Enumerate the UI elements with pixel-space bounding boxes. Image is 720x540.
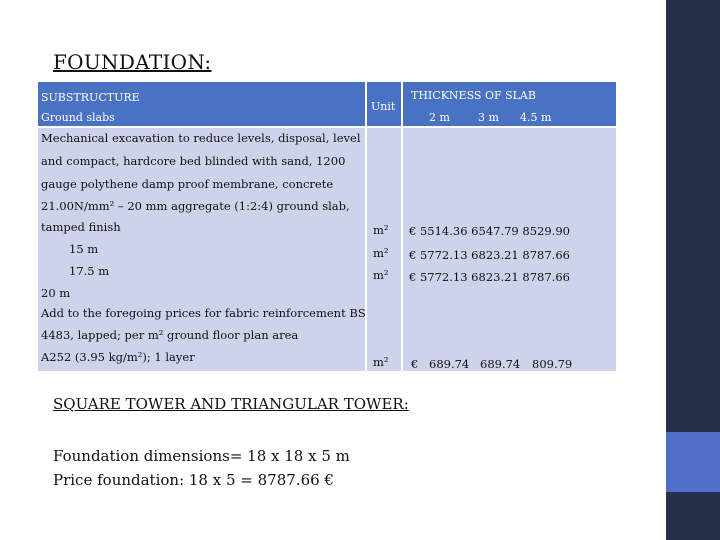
row-values: € 5772.13 6823.21 8787.66 xyxy=(409,248,570,262)
reinforcement-line: A252 (3.95 kg/m²); 1 layer xyxy=(41,350,195,364)
reinforcement-line: 4483, lapped; per m² ground floor plan area xyxy=(41,328,299,342)
description-line: 21.00N/mm² – 20 mm aggregate (1:2:4) ground slab, xyxy=(41,199,350,213)
row-values: € 5772.13 6823.21 8787.66 xyxy=(409,270,570,284)
row-values: € 5514.36 6547.79 8529.90 xyxy=(409,224,570,238)
header-col-3m: 3 m xyxy=(478,111,499,124)
reinforcement-unit: m² xyxy=(373,355,389,369)
size-label-17-5m: 17.5 m xyxy=(69,264,110,278)
description-line: gauge polythene damp proof membrane, concrete xyxy=(41,177,334,191)
section-title-towers: SQUARE TOWER AND TRIANGULAR TOWER: xyxy=(53,395,409,413)
slide-title: FOUNDATION: xyxy=(53,50,212,74)
row-unit: m² xyxy=(373,246,389,260)
reinforcement-line: Add to the foregoing prices for fabric reinforcement BS xyxy=(41,306,366,320)
description-line: Mechanical excavation to reduce levels, disposal, level xyxy=(41,131,361,145)
row-unit: m² xyxy=(373,223,389,237)
header-unit: Unit xyxy=(371,100,396,113)
description-line: and compact, hardcore bed blinded with sand, 1200 xyxy=(41,154,346,168)
header-col-4-5m: 4.5 m xyxy=(520,111,552,124)
header-ground-slabs: Ground slabs xyxy=(41,111,115,124)
price-table xyxy=(38,82,616,371)
reinforcement-euro-sign: € xyxy=(411,357,419,371)
description-line: tamped finish xyxy=(41,220,121,234)
reinforcement-value-3m: 689.74 xyxy=(480,357,521,371)
sidebar-accent-block xyxy=(666,432,720,492)
size-label-15m: 15 m xyxy=(69,242,99,256)
header-col-2m: 2 m xyxy=(429,111,450,124)
foundation-dimensions: Foundation dimensions= 18 x 18 x 5 m xyxy=(53,447,350,465)
foundation-price: Price foundation: 18 x 5 = 8787.66 € xyxy=(53,471,334,489)
header-divider xyxy=(38,126,616,128)
header-substructure: SUBSTRUCTURE xyxy=(41,91,140,104)
reinforcement-value-4-5m: 809.79 xyxy=(532,357,573,371)
reinforcement-value-2m: 689.74 xyxy=(429,357,470,371)
header-thickness: THICKNESS OF SLAB xyxy=(411,89,536,102)
size-label-20m: 20 m xyxy=(41,286,71,300)
row-unit: m² xyxy=(373,268,389,282)
